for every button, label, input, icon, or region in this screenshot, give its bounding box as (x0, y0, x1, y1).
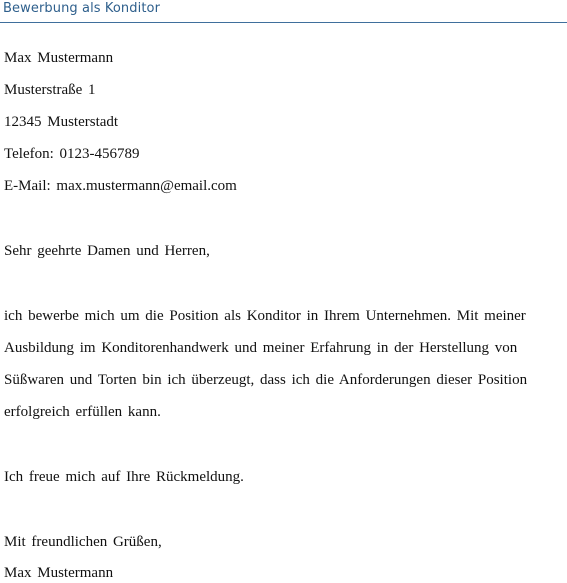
body-line-3: Süßwaren und Torten bin ich überzeugt, dass ich die Anforderungen dieser Position (4, 372, 528, 388)
sender-email: E-Mail: max.mustermann@email.com (4, 178, 237, 194)
body-line-2: Ausbildung im Konditorenhandwerk und meiner Erfahrung in der Herstellung von (4, 340, 518, 356)
sender-name: Max Mustermann (4, 50, 114, 66)
sender-city: 12345 Musterstadt (4, 114, 119, 130)
document-header (0, 0, 567, 23)
body-line-4: erfolgreich erfüllen kann. (4, 404, 161, 420)
salutation: Sehr geehrte Damen und Herren, (4, 243, 210, 259)
sender-street: Musterstraße 1 (4, 82, 96, 98)
signature: Max Mustermann (4, 565, 114, 581)
document-title: Bewerbung als Konditor (3, 1, 161, 16)
body-line-1: ich bewerbe mich um die Position als Konditor in Ihrem Unternehmen. Mit meiner (4, 308, 526, 324)
sender-phone: Telefon: 0123-456789 (4, 146, 140, 162)
closing: Mit freundlichen Grüßen, (4, 534, 162, 550)
closing-sentence: Ich freue mich auf Ihre Rückmeldung. (4, 469, 244, 485)
